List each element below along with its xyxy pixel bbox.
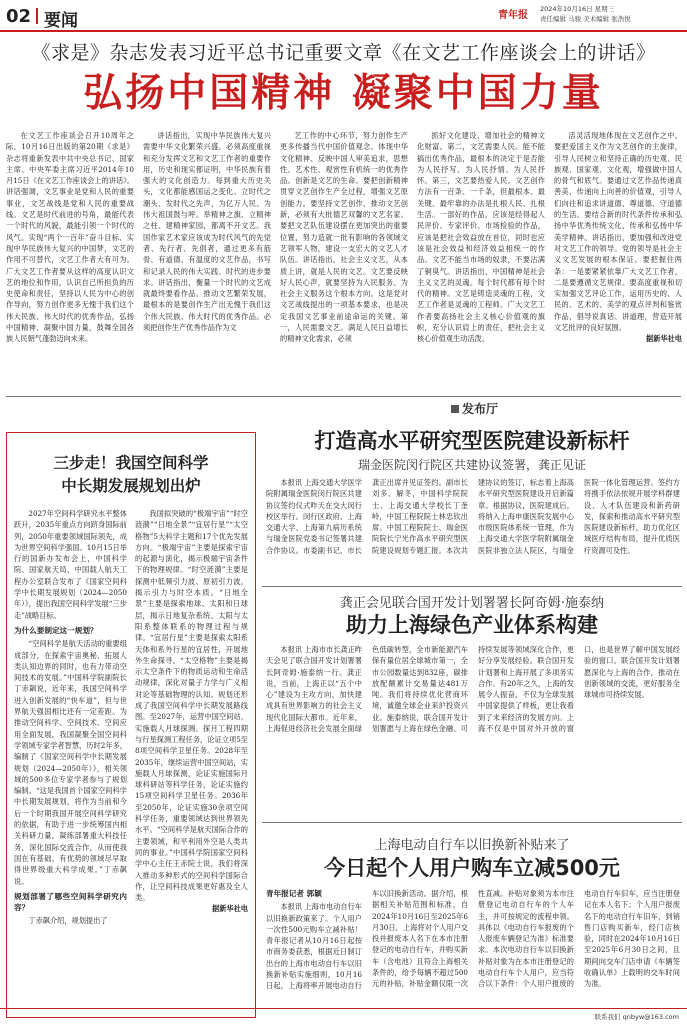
header-divider xyxy=(36,8,38,24)
space-column-2: 我国拟突破的“极端宇宙”“时空涟漪”“日地全景”“宜居行星”“太空格物”5大科学主题和17个优先发展方向。“极端宇宙”主要是探索宇宙的起源与演化，揭示极端宇宙条件下的物理规律。“时空涟漪”主要是探测中低频引力波、原初引力波，揭示引力与时空本质。“日地全景”主要是探索地球、太阳和日球层，揭示日地复杂系统、太阳与太阳系整体联系的物理过程与规律。“宜居行星”主要是探索太阳系天体和系外行星的宜居性，开展地外生命探寻。“太空格物”主要是揭示太空条件下的物质运动和生命活动规律，深化对量子力学与广义相对论等基础物理的认知。规划还形成了我国空间科学中长期发展路线图。至2027年，运营中国空间站，实施载人月球探测、探月工程四期与行星探测工程任务，论证立项5至8项空间科学卫星任务。2028年至2035年，继续运营中国空间站，实施载人月球探测，论证实施国际月球科研站等科学任务，论证实施约15项空间科学卫星任务。2036年至2050年，论证实施30余项空间科学任务，重要领域达到世界领先水平。“空间科学是航天国际合作的主要领域，和平利用外空是人类共同的事业。”中国科学院国家空间科学中心主任王赤院士说，我们将深入推动多种形式的空间科学国际合作，让空间科技成果更好惠及全人类。 据新华社电 xyxy=(135,509,248,914)
space-column-1: 2027年空间科学研究水平整体跃升，2035年重点方向跻身国际前列，2050年重要领域国际领先，成为世界空间科学强国。10月15日举行的国新办发布会上，中国科学院、国家航天局、中国载人航天工程办公室联合发布了《国家空间科学中长期发展规划（2024—2050年）》，提出我国空间科学发展“三步走”战略目标。 为什么要制定这一规划？ “空间科学是航天活动的重要组成部分，在探索宇宙奥秘、拓展人类认知边界的同时，也有力带动空间技术的发展。”中国科学院副院长丁赤飙说，近年来，我国空间科学进入创新发展的“快车道”，但与世界航天强国相比还有一定差距。为推动空间科学、空间技术、空间应用全面发展，我国凝聚全国空间科学领域专家学者智慧，历时2年多，编制了《国家空间科学中长期发展规划（2024—2050年）》，相关领域的500多位专家学者参与了规划编制。“这是我国首个国家空间科学中长期发展规划，将作为当前和今后一个时期我国开展空间科学研究的依据，有助于进一步统筹国内相关科研力量，凝练部署重大科技任务，深化国际交流合作，从而使我国在有基础、有优势的领域尽早取得世界级重大科学成果。”丁赤飙说。 规划部署了哪些空间科学研究内容？ 丁赤飙介绍，规划提出了 xyxy=(14,509,127,926)
footer-contact: 联系我们 qnbyw@163.com xyxy=(594,1013,679,1021)
lead-bottom-rule xyxy=(6,396,681,397)
hospital-bottom-rule xyxy=(262,586,682,587)
section-tag: 发布厅 xyxy=(451,400,498,417)
lead-source: 据新华社电 xyxy=(646,334,682,344)
editors-line: 责任编辑 马骏 美术编辑 张浩悦 xyxy=(540,15,631,23)
page-header xyxy=(0,0,687,32)
lead-column-1: 在文艺工作座谈会召开10周年之际，10月16日出版的第20期《求是》杂志将重新发表中共中央总书记、国家主席、中央军委主席习近平2014年10月15日《在文艺工作座谈会上的讲话》。讲话强调，文艺事业是党和人民的重要事业，文艺战线是党和人民的重要战线。文艺是时代前进的号角，最能代表一个时代的风貌，最能引领一个时代的风气。实现“两个一百年”奋斗目标、实现中华民族伟大复兴的中国梦，文艺的作用不可替代，文艺工作者大有可为。广大文艺工作者要从这样的高度认识文艺的地位和作用，认识自己所担负的历史使命和责任，坚持以人民为中心的创作导向，努力创作更多无愧于我们这个伟大民族、伟大时代的优秀作品，弘扬中国精神、凝聚中国力量，鼓舞全国各族人民朝气蓬勃迈向未来。 xyxy=(6,131,134,344)
lead-kicker: 《求是》杂志发表习近平总书记重要文章《在文艺工作座谈会上的讲话》 xyxy=(31,42,656,64)
ebike-byline: 青年报记者 郭颖 xyxy=(266,889,322,898)
newspaper-logo: 青年报 xyxy=(498,10,528,21)
ebike-body: 青年报记者 郭颖 本报讯 上海市电动自行车以旧换新政策来了。个人用户一次性500元购车立减补贴！青年报记者从10月16日起按市商务委获悉，根据近日制订出台的上海市电动自行车以旧换新补贴实施细则，10月16日起，上海将率开展电动自行车以旧换新活动。据介绍，根据相关补贴范围和标准，自2024年10月16日至2025年6月30日，上海将对个人用户交投并报废本人名下在本市注册登记的电动自行车，并购买新车（含电池）且符合上海相关条件的，给予每辆不超过500元的补贴，补贴金额仅限一次性直减。补贴对象须为本市注册登记电动自行车的个人车主，并可按规定的流程申领。具体以《电动自行车报废的个人报废车辆登记为准》标准要求。本次电动自行车以旧换新补贴对象为在本市注册登记的电动自行车个人用户，应当符合以下条件：个人用户报废的电动自行车旧车，应当注册登记在本人名下；个人用户报废名下的电动自行车旧车，到销售门店购买新车，经门店核验，同时在2024年10月16日至2025年6月30日之间，且期间向交车门店申请《车辆签收确认单》上载明的交车时间为准。 xyxy=(266,889,680,991)
space-article-title: 三步走！我国空间科学 中长期发展规划出炉 xyxy=(53,454,209,495)
lead-column-4: 抓好文化建设，增加社会的精神文化财富。第二，文艺需要人民。能不能搞出优秀作品，最根本的决定于是否能为人民抒写、为人民抒情、为人民抒怀。第三，文艺要热爱人民。文艺创作方法有一百条、一千条，但最根本、最关键、最牢靠的办法是扎根人民、扎根生活。一部好的作品，应该是经得起人民评价、专家评价、市场检验的作品，应该是把社会效益放在首位，同时也应该是社会效益和经济效益相统一的作品。文艺不能当市场的奴隶，不要沾满了铜臭气。讲话指出，中国精神是社会主义文艺的灵魂。每个时代都有每个时代的精神。文艺是铸造灵魂的工程，文艺工作者是灵魂的工程师。广大文艺工作者要高扬社会主义核心价值观的旗帜，充分认识肩上的责任，把社会主义核心价值观生动活泼、 xyxy=(417,131,545,344)
undp-title: 助力上海绿色产业体系构建 xyxy=(346,613,598,637)
lead-column-3: 艺工作的中心环节，努力创作生产更多传播当代中国价值观念、体现中华文化精神、反映中国人审美追求，思想性、艺术性、观赏性有机统一的优秀作品。创新是文艺的生命。要把创新精神贯穿文艺创作生产全过程，增强文艺原创能力。要坚持文艺创作、推动文艺创新，必须有大批德艺双馨的文艺名家。要把文艺队伍建设摆在更加突出的重要位置，努力造就一批有影响的各领域文艺领军人物，建设一支宏大的文艺人才队伍。讲话指出，社会主义文艺，从本质上讲，就是人民的文艺。文艺要反映好人民心声，就要坚持为人民服务、为社会主义服务这个根本方向。这是党对文艺战线提出的一项基本要求，也是决定我国文艺事业前途命运的关键。第一，人民需要文艺。满足人民日益增长的精神文化需求，必须 xyxy=(280,131,408,344)
space-subhead-1: 为什么要制定这一规划？ xyxy=(14,625,98,635)
hospital-body: 本报讯 上海交通大学医学院附属瑞金医院闵行院区共建协议签约仪式昨天在交大闵行校区举行。闵行区政府、上海交通大学、上海第九病历系统与瑞金医院党委书记签署共建合作协议。市委副书记、市长龚正出席并见证签约。副市长刘多、解冬，中国科学院院士、上海交通大学校长丁奎岭，中国工程院院士林忠钦出席。中国工程院院士、瑞金医院院长宁光作高水平研究型医院建设规划专题汇报。本次共建协议的签订，标志着上海高水平研究型医院建设开启新篇章。根据协议，医院建成后，将纳入上海申康医院发展中心市级医院体系统一管理，作为上海交通大学医学院附属瑞金医院非独立法人院区，与瑞金医院一体化管理运营。签约方将携手依法依规开展学科群建设、人才队伍建设和新药研发，探索和推动高水平研究型医院建设新标杆，助力优化区域医疗结构布局，提升优质医疗资源可及性。 xyxy=(266,478,680,555)
page-footer xyxy=(0,1008,687,1024)
lead-headline: 弘扬中国精神 凝聚中国力量 xyxy=(83,71,604,116)
hospital-subtitle: 瑞金医院闵行院区共建协议签署，龚正见证 xyxy=(357,458,586,472)
hospital-title: 打造高水平研究型医院建设新标杆 xyxy=(314,429,630,453)
date-line: 2024年10月16日 星期三 xyxy=(540,5,615,13)
space-source: 据新华社电 xyxy=(212,904,248,914)
ebike-subtitle: 上海电动自行车以旧换新补贴来了 xyxy=(374,838,570,853)
section-name: 要闻 xyxy=(44,11,78,31)
lead-column-5: 活灵活现地体现在文艺创作之中。要把爱国主义作为文艺创作的主旋律，引导人民树立和坚持正确的历史观、民族观、国家观、文化观，增强做中国人的骨气和底气。要通过文艺作品传递真善美，传递向上向善的价值观，引导人们向往和追求讲道德、尊道德、守道德的生活。要结合新的时代条件传承和弘扬中华优秀传统文化，传承和弘扬中华美学精神。讲话指出，要加强和改进党对文艺工作的领导。党的领导是社会主义文艺发展的根本保证。要把握住两条：一是要紧紧依靠广大文艺工作者，二是要遵循文艺规律。要高度重视和切实加强文艺评论工作，运用历史的、人民的、艺术的、美学的观点评判和鉴赏作品，倡导说真话、讲道理，营造开展文艺批评的良好氛围。 据新华社电 xyxy=(554,131,682,344)
ebike-title: 今日起个人用户购车立减500元 xyxy=(324,856,620,880)
square-bullet-icon xyxy=(451,405,459,413)
lead-column-2: 讲话指出，实现中华民族伟大复兴需要中华文化繁荣兴盛。必须高度重视和充分发挥文艺和文艺工作者的重要作用，历史和现实都证明，中华民族有着强大的文化创造力。每到重大历史关头，文化都能感国运之变化、立时代之潮头、发时代之先声，为亿万人民、为伟大祖国鼓与呼。举精神之旗、立精神之柱、建精神家园，都离不开文艺。我国作家艺术家应该成为时代风气的先觉者、先行者、先倡者，通过更多有筋骨、有道德、有温度的文艺作品，书写和记录人民的伟大实践、时代的进步要求。讲话指出，衡量一个时代的文艺成就最终要看作品。推动文艺繁荣发展，最根本的是要创作生产出无愧于我们这个伟大民族、伟大时代的优秀作品。必须把创作生产优秀作品作为文 xyxy=(143,131,271,333)
undp-subtitle: 龚正会见联合国开发计划署署长阿奇姆·施泰纳 xyxy=(339,596,605,611)
page-number: 02 xyxy=(6,6,32,27)
header-meta xyxy=(540,4,631,24)
undp-body: 本报讯 上海市市长龚正昨天会见了联合国开发计划署署长阿奇姆·施泰纳一行。龚正说，当前，上海正以“五个中心”建设为主攻方向，加快建成具有世界影响力的社会主义现代化国际大都市。近年来，上海促进经济社会发展全面绿色低碳转型，全市新能源汽车保有量位居全球城市第一，全市公园数量达到832座，碳排放配额累计交易量达481万吨。我们将持续优化营商环境，诚邀全球企业来沪投资兴业。施泰纳说，联合国开发计划署愿与上海在绿色金融、可持续发展等领域深化合作，更好分享发展经验。联合国开发计划署和上海开展了多项务实合作。有20年之久，上海的发展令人振奋，不仅为全球发展中国家提供了样板，更让我看到了未来经济的发展方向。上海不仅是中国对外开放的窗口，也是世界了解中国发展经验的窗口。联合国开发计划署愿深化与上海的合作，推动在创新领域的交流，更好服务全球城市可持续发展。 xyxy=(266,645,680,734)
space-subhead-2: 规划部署了哪些空间科学研究内容？ xyxy=(14,891,127,913)
undp-bottom-rule xyxy=(262,822,682,823)
